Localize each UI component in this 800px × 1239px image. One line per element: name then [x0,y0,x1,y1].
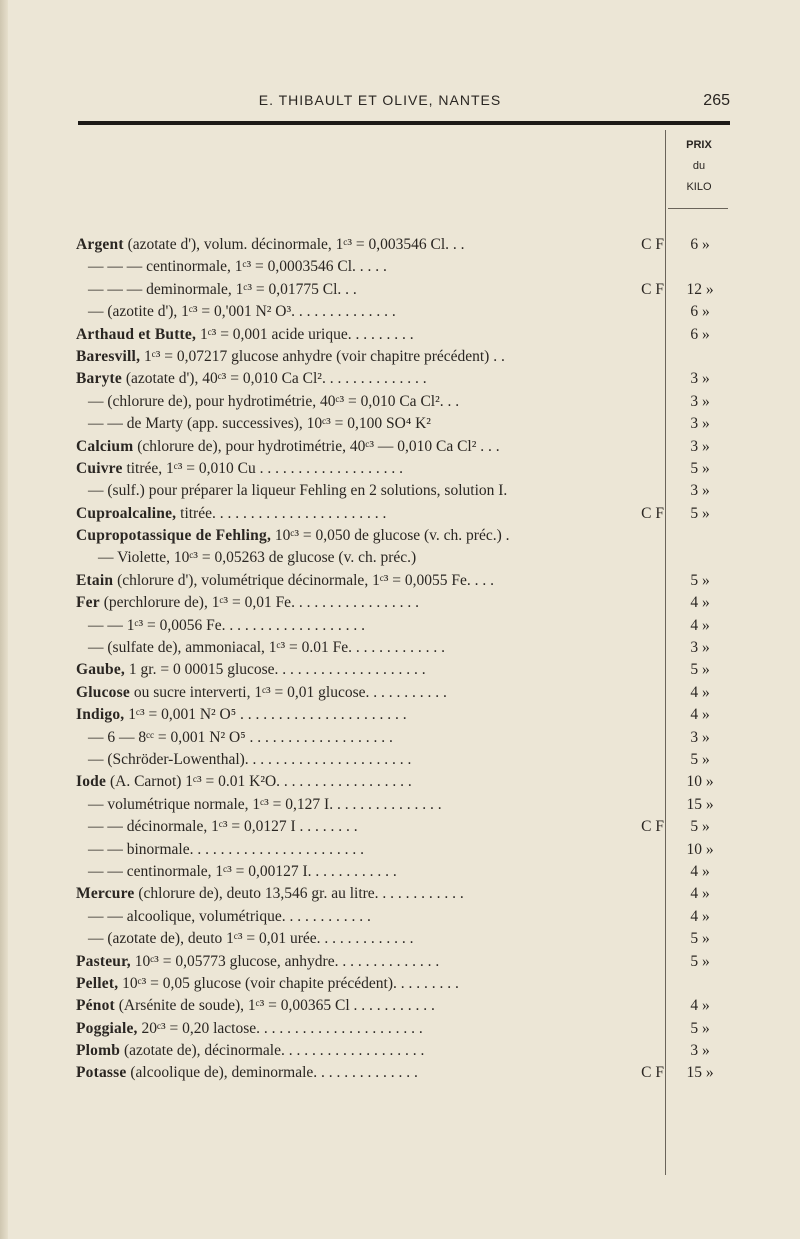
entry-description [76,413,660,435]
entry-description [76,592,660,614]
entry-text: 1ᶜ³ = 0,07217 glucose anhydre (voir chapitre précédent) . . [140,347,505,365]
entry-description [76,951,660,973]
price-column-header [668,135,730,198]
entry-row [76,973,730,995]
entry-text: 10ᶜ³ = 0,05 glucose (voir chapite précédent). . . . . . . . . [118,974,459,992]
entry-description [76,458,660,480]
entry-description [76,883,660,905]
entry-description [76,547,660,569]
entry-description [76,682,660,704]
entry-text: — — alcoolique, volumétrique. . . . . . . . . . . . [88,907,371,925]
entry-price: 5 » [690,930,710,948]
entry-text: — volumétrique normale, 1ᶜ³ = 0,127 I. . . . . . . . . . . . . . . [88,795,442,813]
entry-description [76,771,660,793]
entry-text: 1ᶜ³ = 0,001 acide urique. . . . . . . . . [196,325,414,343]
entry-price: 5 » [690,504,710,522]
entry-row [76,794,730,816]
entry-name: Baryte [76,370,122,388]
entry-description [76,995,660,1017]
entry-description [76,749,660,771]
entry-row [76,839,730,861]
entry-text: (azotate de), décinormale. . . . . . . . . . . . . . . . . . . [120,1042,425,1060]
entry-row [76,637,730,659]
entry-description [76,570,660,592]
entry-description [76,928,660,950]
entry-price: 3 » [690,639,710,657]
entry-price: 15 » [686,795,714,813]
entry-tag: C F [641,504,664,522]
entry-text: 1 gr. = 0 00015 glucose. . . . . . . . . . . . . . . . . . . . [125,661,426,679]
entry-price: 5 » [690,818,710,836]
entry-price: 5 » [690,1019,710,1037]
entry-row [76,995,730,1017]
entry-price: 4 » [690,616,710,634]
entry-row [76,682,730,704]
entries-list [76,234,730,1085]
entry-text: (Arsénite de soude), 1ᶜ³ = 0,00365 Cl . . . . . . . . . . . [114,997,435,1015]
entry-price: 4 » [690,862,710,880]
entry-text: titrée. . . . . . . . . . . . . . . . . . . . . . . [176,504,387,522]
entry-row [76,279,730,301]
entry-price: 4 » [690,997,710,1015]
entry-row [76,256,730,278]
page-edge [0,0,8,1239]
entry-price: 3 » [690,392,710,410]
entry-price: 4 » [690,706,710,724]
entry-text: ou sucre interverti, 1ᶜ³ = 0,01 glucose. . . . . . . . . . . [129,683,447,701]
entry-row [76,951,730,973]
entry-row [76,659,730,681]
entry-row [76,749,730,771]
entry-text: — Violette, 10ᶜ³ = 0,05263 de glucose (v. ch. préc.) [98,549,417,567]
entry-tag: C F [641,236,664,253]
entry-description [76,279,660,301]
entry-name: Argent [76,236,124,253]
entry-tag: C F [641,818,664,836]
entry-description [76,704,660,726]
entry-name: Iode [76,773,107,791]
entry-text: 10ᶜ³ = 0,05773 glucose, anhydre. . . . . . . . . . . . . . [130,952,440,970]
entry-row [76,1040,730,1062]
entry-price: 5 » [690,459,710,477]
entry-text: (alcoolique de), deminormale. . . . . . . . . . . . . . [126,1064,418,1082]
header-title: E. THIBAULT ET OLIVE, NANTES [258,92,502,108]
entry-row [76,480,730,502]
entry-text: — 6 — 8ᶜᶜ = 0,001 N² O⁵ . . . . . . . . . . . . . . . . . . . [88,728,393,746]
entry-tag: C F [641,1064,664,1082]
price-header-line1: PRIX [686,139,712,151]
entry-description [76,659,660,681]
entry-text: — — centinormale, 1ᶜ³ = 0,00127 I. . . . . . . . . . . . [88,862,397,880]
entry-price: 5 » [690,952,710,970]
entry-name: Cuivre [76,459,123,477]
entry-description [76,615,660,637]
entry-text: (azotate d'), 40ᶜ³ = 0,010 Ca Cl². . . . . . . . . . . . . . [121,370,427,388]
entry-row [76,727,730,749]
entry-price: 6 » [690,325,710,343]
entry-name: Plomb [76,1042,121,1060]
entry-price: 6 » [690,303,710,321]
entry-name: Pellet, [76,974,119,992]
entry-price: 4 » [690,594,710,612]
entry-description [76,906,660,928]
entry-price: 12 » [686,280,714,298]
entry-name: Poggiale, [76,1019,138,1037]
entry-row [76,928,730,950]
entry-text: — (sulfate de), ammoniacal, 1ᶜ³ = 0.01 Fe. . . . . . . . . . . . . [88,639,445,657]
entry-price: 5 » [690,571,710,589]
entry-description [76,637,660,659]
entry-description [76,525,660,547]
entry-text: — — — centinormale, 1ᶜ³ = 0,0003546 Cl. . . . . [88,258,387,276]
entry-text: — (Schröder-Lowenthal). . . . . . . . . . . . . . . . . . . . . . [88,750,412,768]
entry-name: Calcium [76,437,134,455]
entry-row [76,861,730,883]
entry-price: 3 » [690,728,710,746]
entry-description [76,234,660,256]
entry-row [76,324,730,346]
entry-price: 10 » [686,773,714,791]
entry-row [76,436,730,458]
price-header-underline [668,208,728,209]
entry-text: (perchlorure de), 1ᶜ³ = 0,01 Fe. . . . . . . . . . . . . . . . . [99,594,419,612]
entry-name: Indigo, [76,706,125,724]
entry-text: (chlorure de), pour hydrotimétrie, 40ᶜ³ — 0,010 Ca Cl² . . . [133,437,500,455]
entry-description [76,861,660,883]
entry-row [76,346,730,368]
entry-description [76,839,660,861]
entry-text: — — binormale. . . . . . . . . . . . . . . . . . . . . . . [88,840,364,858]
entry-description [76,794,660,816]
entry-price: 4 » [690,885,710,903]
entry-description [76,1018,660,1040]
header-rule [78,121,730,125]
entry-row [76,592,730,614]
entry-tag: C F [641,280,664,298]
entry-price: 3 » [690,415,710,433]
entry-price: 10 » [686,840,714,858]
entry-text: 20ᶜ³ = 0,20 lactose. . . . . . . . . . . . . . . . . . . . . . [137,1019,423,1037]
entry-price: 3 » [690,437,710,455]
entry-price: 6 » [690,236,710,253]
entry-row [76,883,730,905]
entry-description [76,816,660,838]
entry-price: 3 » [690,370,710,388]
entry-text: 10ᶜ³ = 0,050 de glucose (v. ch. préc.) . [271,527,510,545]
entry-text: — (chlorure de), pour hydrotimétrie, 40ᶜ³ = 0,010 Ca Cl². . . [88,392,460,410]
entry-row [76,816,730,838]
entry-description [76,727,660,749]
entry-text: — (azotate de), deuto 1ᶜ³ = 0,01 urée. . . . . . . . . . . . . [88,930,414,948]
entry-text: — — de Marty (app. successives), 10ᶜ³ = 0,100 SO⁴ K² [88,415,431,433]
entry-description [76,436,660,458]
entry-text: — — — deminormale, 1ᶜ³ = 0,01775 Cl. . . [88,280,357,298]
entry-row [76,704,730,726]
entry-name: Arthaud et Butte, [76,325,197,343]
entry-name: Cupropotassique de Fehling, [76,527,272,545]
price-header-line3: KILO [686,181,712,193]
entry-row [76,771,730,793]
entry-row [76,391,730,413]
entry-text: — — 1ᶜ³ = 0,0056 Fe. . . . . . . . . . . . . . . . . . . [88,616,365,634]
entry-price: 3 » [690,1042,710,1060]
entry-description [76,480,660,502]
entry-name: Baresvill, [76,347,141,365]
entry-description [76,346,660,368]
entry-text: 1ᶜ³ = 0,001 N² O⁵ . . . . . . . . . . . . . . . . . . . . . . [124,706,407,724]
entry-row [76,368,730,390]
entry-description [76,1040,660,1062]
entry-row [76,525,730,547]
entry-name: Cuproalcaline, [76,504,177,522]
entry-row [76,301,730,323]
entry-name: Glucose [76,683,130,701]
entry-name: Gaube, [76,661,126,679]
entry-name: Fer [76,594,100,612]
entry-row [76,547,730,569]
entry-text: — (azotite d'), 1ᶜ³ = 0,'001 N² O³. . . . . . . . . . . . . . [88,303,396,321]
entry-price: 4 » [690,907,710,925]
entry-text: (chlorure d'), volumétrique décinormale, 1ᶜ³ = 0,0055 Fe. . . . [113,571,495,589]
entry-price: 15 » [686,1064,714,1082]
entry-row [76,906,730,928]
entry-description [76,324,660,346]
entry-price: 5 » [690,750,710,768]
entry-row [76,1062,730,1084]
entry-row [76,615,730,637]
entry-price: 3 » [690,482,710,500]
entry-text: — (sulf.) pour préparer la liqueur Fehling en 2 solutions, solution I. [88,482,508,500]
entry-row [76,1018,730,1040]
entry-description [76,973,660,995]
entry-description [76,503,660,525]
entry-row [76,503,730,525]
entry-name: Pénot [76,997,115,1015]
entry-description [76,391,660,413]
entry-description [76,301,660,323]
entry-description [76,1062,660,1084]
entry-name: Potasse [76,1064,127,1082]
entry-text: (A. Carnot) 1ᶜ³ = 0.01 K²O. . . . . . . . . . . . . . . . . . [106,773,412,791]
price-header-line2: du [692,160,706,172]
entry-description [76,256,660,278]
entry-text: — — décinormale, 1ᶜ³ = 0,0127 I . . . . . . . . [88,818,358,836]
entry-row [76,413,730,435]
page-number: 265 [703,92,730,109]
entry-text: (azotate d'), volum. décinormale, 1ᶜ³ = 0,003546 Cl. . . [123,236,465,253]
entry-row [76,458,730,480]
entry-text: (chlorure de), deuto 13,546 gr. au litre. . . . . . . . . . . . [134,885,464,903]
entry-row [76,234,730,256]
entry-description [76,368,660,390]
entry-text: titrée, 1ᶜ³ = 0,010 Cu . . . . . . . . . . . . . . . . . . . [122,459,403,477]
running-header [80,92,730,112]
entry-name: Etain [76,571,114,589]
entry-row [76,570,730,592]
entry-price: 5 » [690,661,710,679]
entry-price: 4 » [690,683,710,701]
entry-name: Pasteur, [76,952,131,970]
entry-name: Mercure [76,885,135,903]
